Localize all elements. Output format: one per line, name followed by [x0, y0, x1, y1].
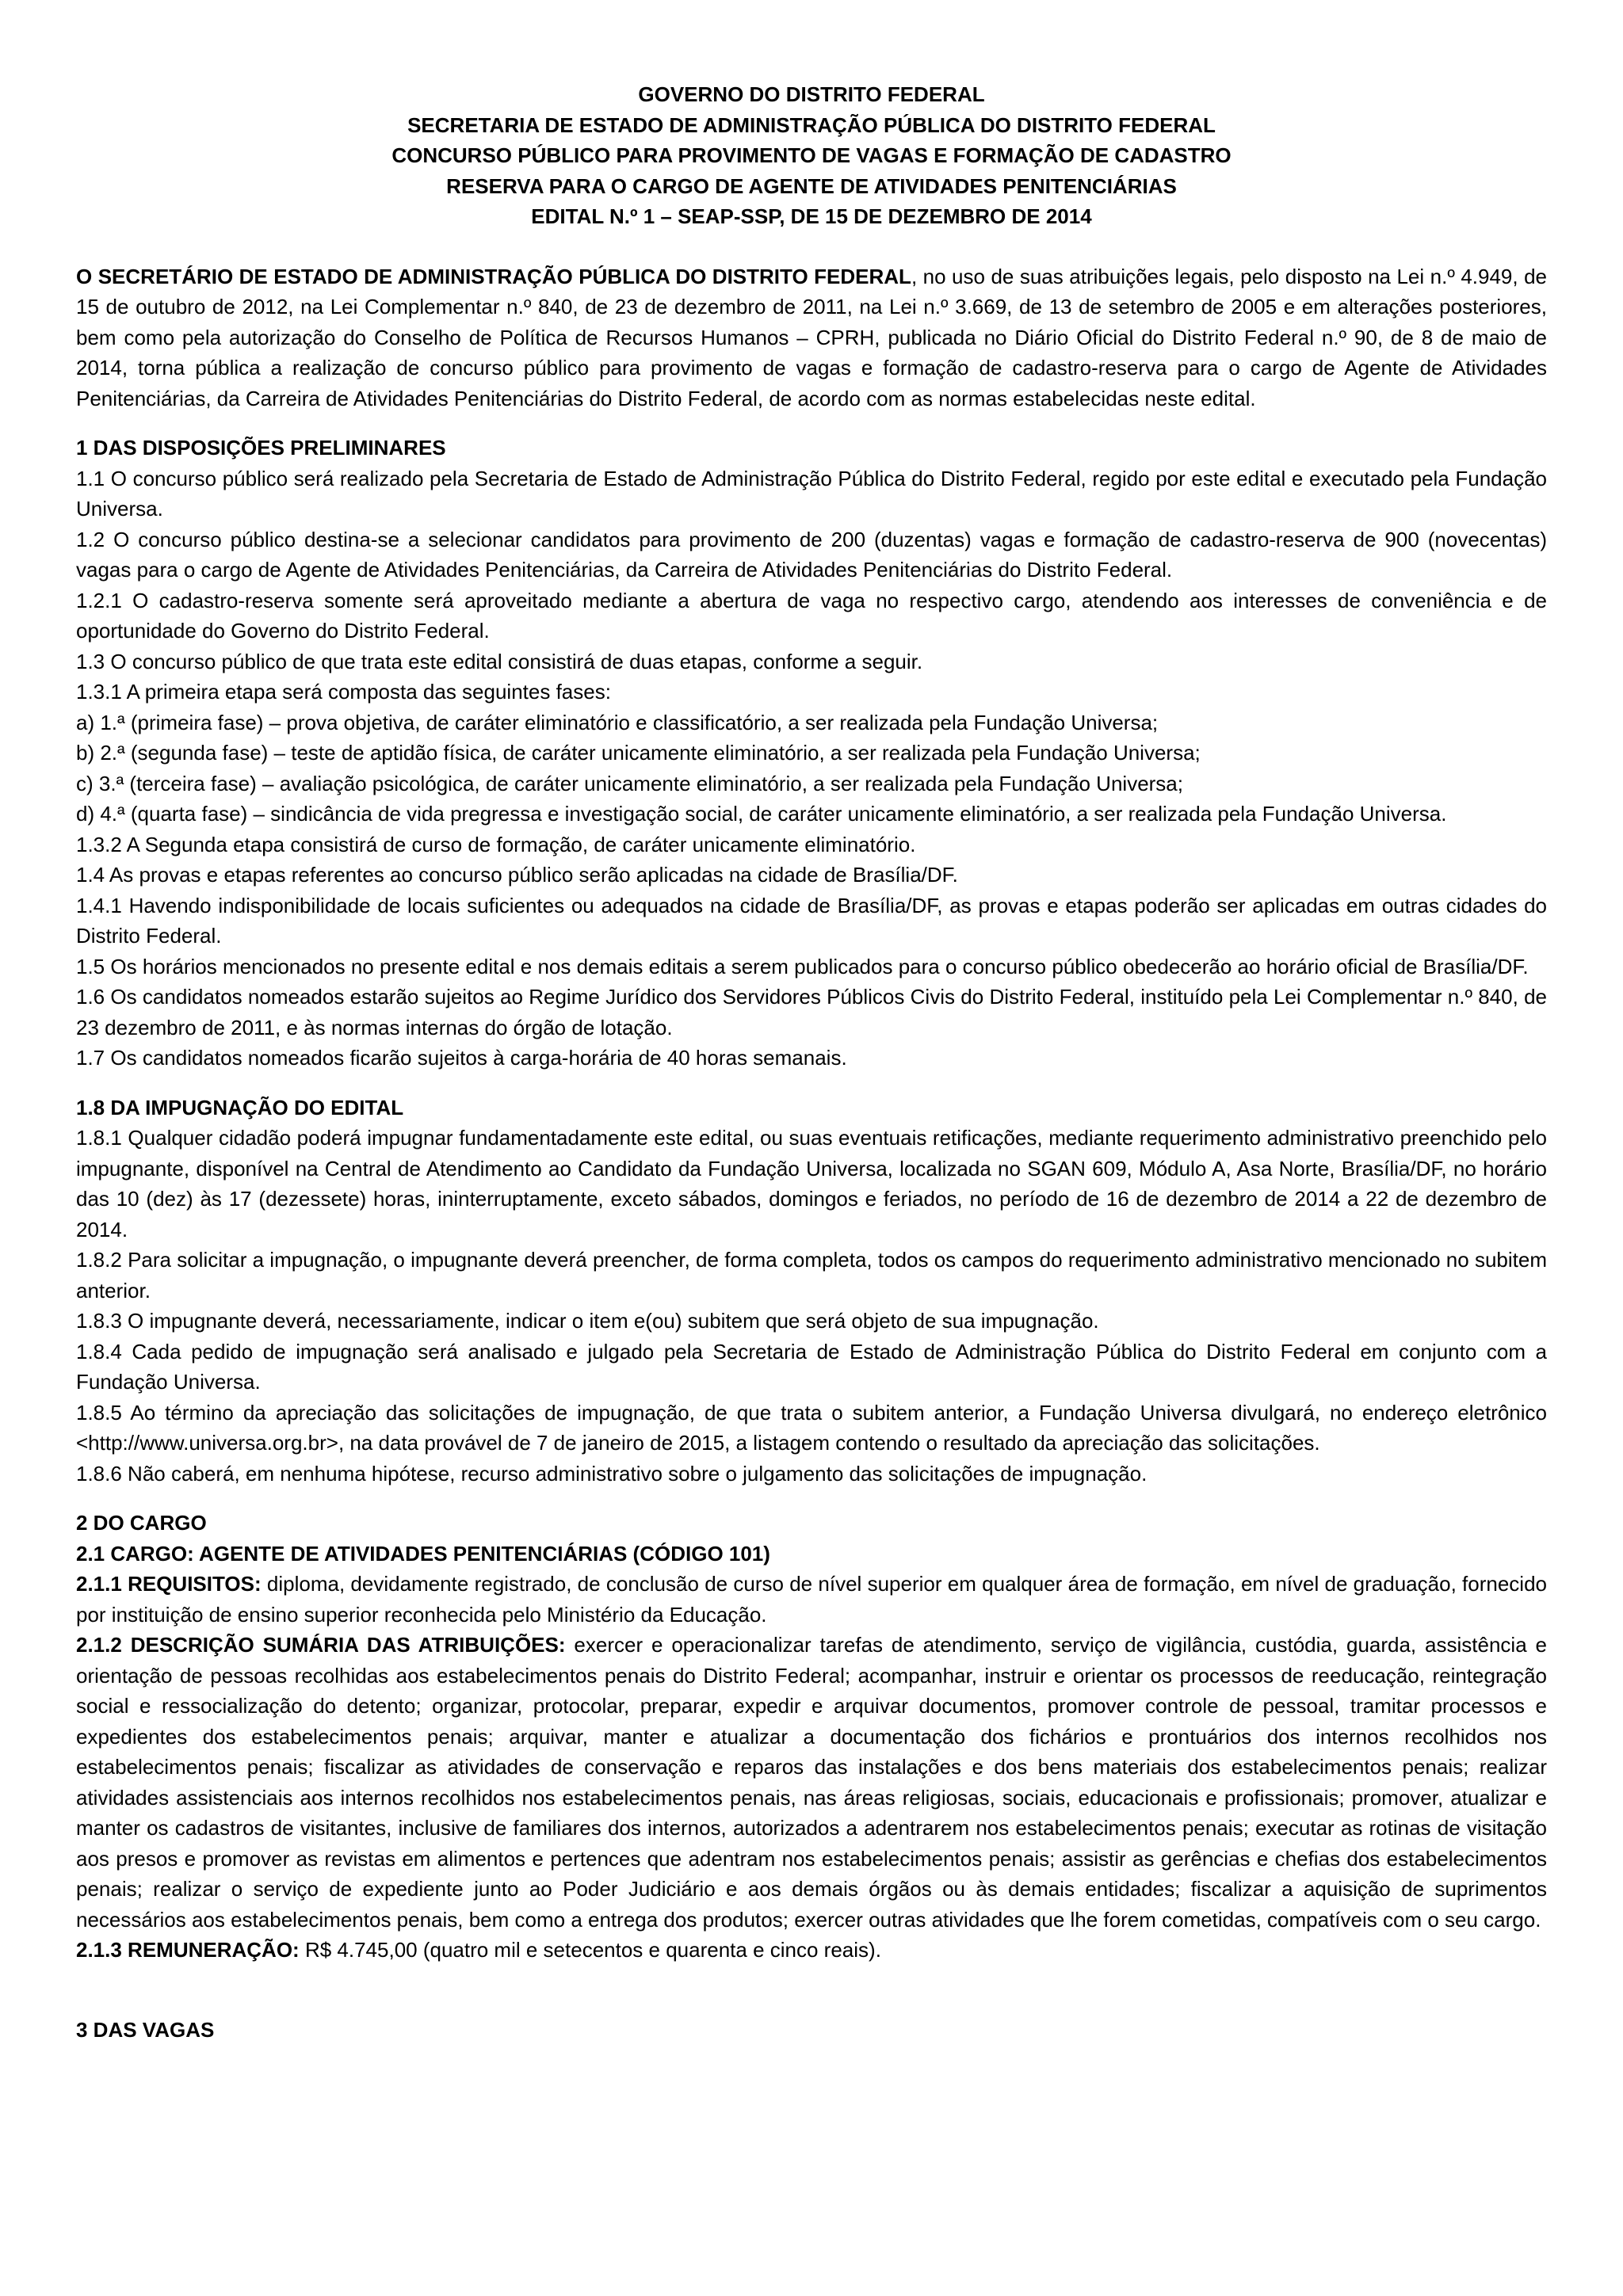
paragraph-1-3-2: 1.3.2 A Segunda etapa consistirá de curso de formação, de caráter unicamente eliminatório.: [76, 832, 916, 856]
section-2-1-title: 2.1 CARGO: AGENTE DE ATIVIDADES PENITENCIÁRIAS (CÓDIGO 101): [76, 1541, 770, 1566]
spacer: [76, 1966, 1547, 2015]
section-1-title: 1 DAS DISPOSIÇÕES PRELIMINARES: [76, 436, 446, 460]
list-item-b: b) 2.ª (segunda fase) – teste de aptidão física, de caráter unicamente eliminatório, a ser realizada pela Fundação Universa;: [76, 741, 1201, 765]
paragraph-1-5: 1.5 Os horários mencionados no presente edital e nos demais editais a serem publicados para o concurso público obedecerão ao horário oficial de Brasília/DF.: [76, 954, 1529, 978]
header-line-secretariat: SECRETARIA DE ESTADO DE ADMINISTRAÇÃO PÚBLICA DO DISTRITO FEDERAL: [407, 113, 1216, 137]
document-header: [76, 79, 1547, 232]
section-3-title: 3 DAS VAGAS: [76, 2017, 215, 2042]
salary-text: R$ 4.745,00 (quatro mil e setecentos e quarenta e cinco reais).: [299, 1938, 881, 1962]
section-2-title: 2 DO CARGO: [76, 1511, 207, 1535]
list-item-c: c) 3.ª (terceira fase) – avaliação psicológica, de caráter unicamente eliminatório, a ser realizada pela Fundação Universa;: [76, 771, 1183, 795]
header-line-reserve: RESERVA PARA O CARGO DE AGENTE DE ATIVIDADES PENITENCIÁRIAS: [446, 174, 1177, 198]
duties-label: 2.1.2 DESCRIÇÃO SUMÁRIA DAS ATRIBUIÇÕES:: [76, 1633, 566, 1657]
paragraph-1-8-4: 1.8.4 Cada pedido de impugnação será analisado e julgado pela Secretaria de Estado de Administração Pública do Distrito Federal em conjunto com a Fundação Universa.: [76, 1339, 1547, 1394]
duties-text: exercer e operacionalizar tarefas de atendimento, serviço de vigilância, custódia, guarda, assistência e orientação de pessoas recolhidas aos estabelecimentos penais do Distrito Federal; acompanhar, instruir e orientar os processos de reeducação, reintegração social e ressocialização do detento; organizar, protocolar, preparar, expedir e arquivar documentos, promover controle de pessoal, tramitar processos e expedientes dos estabelecimentos penais; arquivar, manter e atualizar a documentação dos fichários e prontuários dos internos recolhidos nos estabelecimentos penais; fiscalizar as atividades de conservação e reparos das instalações e dos bens materiais dos estabelecimentos penais; realizar atividades assistenciais aos internos recolhidos nos estabelecimentos penais, nas áreas religiosas, sociais, educacionais e profissionais; promover, atualizar e manter os cadastros de visitantes, inclusive de familiares dos internos, autorizados a adentrarem nos estabelecimentos penais; executar as rotinas de visitação aos presos e promover as revistas em alimentos e pertences que adentram nos estabelecimentos penais; assistir as gerências e chefias dos estabelecimentos penais; realizar o serviço de expediente junto ao Poder Judiciário e aos demais órgãos ou às demais entidades; fiscalizar a aquisição de suprimentos necessários aos estabelecimentos penais, bem como a entrega dos produtos; exercer outras atividades que lhe forem cometidas, compatíveis com o seu cargo.: [76, 1633, 1548, 1932]
paragraph-1-8-2: 1.8.2 Para solicitar a impugnação, o impugnante deverá preencher, de forma completa, todos os campos do requerimento administrativo mencionado no subitem anterior.: [76, 1248, 1547, 1302]
paragraph-1-3-1: 1.3.1 A primeira etapa será composta das seguintes fases:: [76, 680, 611, 704]
section-1-8-title: 1.8 DA IMPUGNAÇÃO DO EDITAL: [76, 1095, 404, 1119]
paragraph-1-3: 1.3 O concurso público de que trata este edital consistirá de duas etapas, conforme a seguir.: [76, 649, 923, 673]
paragraph-1-8-3: 1.8.3 O impugnante deverá, necessariamente, indicar o item e(ou) subitem que será objeto de sua impugnação.: [76, 1309, 1099, 1333]
paragraph-1-2-1: 1.2.1 O cadastro-reserva somente será aproveitado mediante a abertura de vaga no respectivo cargo, atendendo aos interesses de conveniência e de oportunidade do Governo do Distrito Federal.: [76, 588, 1547, 643]
paragraph-1-7: 1.7 Os candidatos nomeados ficarão sujeitos à carga-horária de 40 horas semanais.: [76, 1046, 847, 1070]
header-line-edital: EDITAL N.º 1 – SEAP-SSP, DE 15 DE DEZEMBRO DE 2014: [531, 204, 1092, 228]
paragraph-1-4: 1.4 As provas e etapas referentes ao concurso público serão aplicadas na cidade de Brasília/DF.: [76, 863, 958, 887]
paragraph-1-8-1: 1.8.1 Qualquer cidadão poderá impugnar fundamentadamente este edital, ou suas eventuais retificações, mediante requerimento administrativo preenchido pelo impugnante, disponível na Central de Atendimento ao Candidato da Fundação Universa, localizada no SGAN 609, Módulo A, Asa Norte, Brasília/DF, no horário das 10 (dez) às 17 (dezessete) horas, ininterruptamente, exceto sábados, domingos e feriados, no período de 16 de dezembro de 2014 a 22 de dezembro de 2014.: [76, 1126, 1547, 1241]
paragraph-2-1-1: [76, 1569, 1547, 1630]
intro-bold: O SECRETÁRIO DE ESTADO DE ADMINISTRAÇÃO PÚBLICA DO DISTRITO FEDERAL: [76, 264, 911, 288]
salary-label: 2.1.3 REMUNERAÇÃO:: [76, 1938, 300, 1962]
spacer: [76, 1074, 1547, 1093]
paragraph-1-4-1: 1.4.1 Havendo indisponibilidade de locais suficientes ou adequados na cidade de Brasília/DF, as provas e etapas poderão ser aplicadas em outras cidades do Distrito Federal.: [76, 893, 1547, 948]
paragraph-1-8-5: 1.8.5 Ao término da apreciação das solicitações de impugnação, de que trata o subitem anterior, a Fundação Universa divulgará, no endereço eletrônico <http://www.universa.org.br>, na data provável de 7 de janeiro de 2015, a listagem contendo o resultado da apreciação das solicitações.: [76, 1400, 1547, 1455]
spacer: [76, 1489, 1547, 1508]
list-item-a: a) 1.ª (primeira fase) – prova objetiva, de caráter eliminatório e classificatório, a ser realizada pela Fundação Universa;: [76, 710, 1159, 734]
requirements-label: 2.1.1 REQUISITOS:: [76, 1572, 262, 1596]
paragraph-1-2: 1.2 O concurso público destina-se a selecionar candidatos para provimento de 200 (duzentas) vagas e formação de cadastro-reserva de 900 (novecentas) vagas para o cargo de Agente de Atividades Penitenciárias, da Carreira de Atividades Penitenciárias do Distrito Federal.: [76, 527, 1547, 582]
intro-paragraph: [76, 261, 1547, 414]
spacer: [76, 414, 1547, 433]
header-line-government: GOVERNO DO DISTRITO FEDERAL: [638, 82, 985, 106]
paragraph-2-1-3: [76, 1935, 1547, 1966]
header-line-contest: CONCURSO PÚBLICO PARA PROVIMENTO DE VAGAS E FORMAÇÃO DE CADASTRO: [391, 143, 1232, 167]
requirements-text: diploma, devidamente registrado, de conclusão de curso de nível superior em qualquer área de formação, em nível de graduação, fornecido por instituição de ensino superior reconhecida pelo Ministério da Educação.: [76, 1572, 1548, 1627]
intro-text: , no uso de suas atribuições legais, pelo disposto na Lei n.º 4.949, de 15 de outubro de 2012, na Lei Complementar n.º 840, de 23 de dezembro de 2011, na Lei n.º 3.669, de 13 de setembro de 2005 e em alterações posteriores, bem como pela autorização do Conselho de Política de Recursos Humanos – CPRH, publicada no Diário Oficial do Distrito Federal n.º 90, de 8 de maio de 2014, torna pública a realização de concurso público para provimento de vagas e formação de cadastro-reserva para o cargo de Agente de Atividades Penitenciárias, da Carreira de Atividades Penitenciárias do Distrito Federal, de acordo com as normas estabelecidas neste edital.: [76, 264, 1548, 410]
paragraph-1-1: 1.1 O concurso público será realizado pela Secretaria de Estado de Administração Pública do Distrito Federal, regido por este edital e executado pela Fundação Universa.: [76, 466, 1547, 521]
paragraph-1-8-6: 1.8.6 Não caberá, em nenhuma hipótese, recurso administrativo sobre o julgamento das solicitações de impugnação.: [76, 1461, 1148, 1486]
paragraph-2-1-2: [76, 1630, 1547, 1935]
list-item-d: d) 4.ª (quarta fase) – sindicância de vida pregressa e investigação social, de caráter unicamente eliminatório, a ser realizada pela Fundação Universa.: [76, 802, 1447, 826]
paragraph-1-6: 1.6 Os candidatos nomeados estarão sujeitos ao Regime Jurídico dos Servidores Públicos Civis do Distrito Federal, instituído pela Lei Complementar n.º 840, de 23 dezembro de 2011, e às normas internas do órgão de lotação.: [76, 985, 1547, 1039]
